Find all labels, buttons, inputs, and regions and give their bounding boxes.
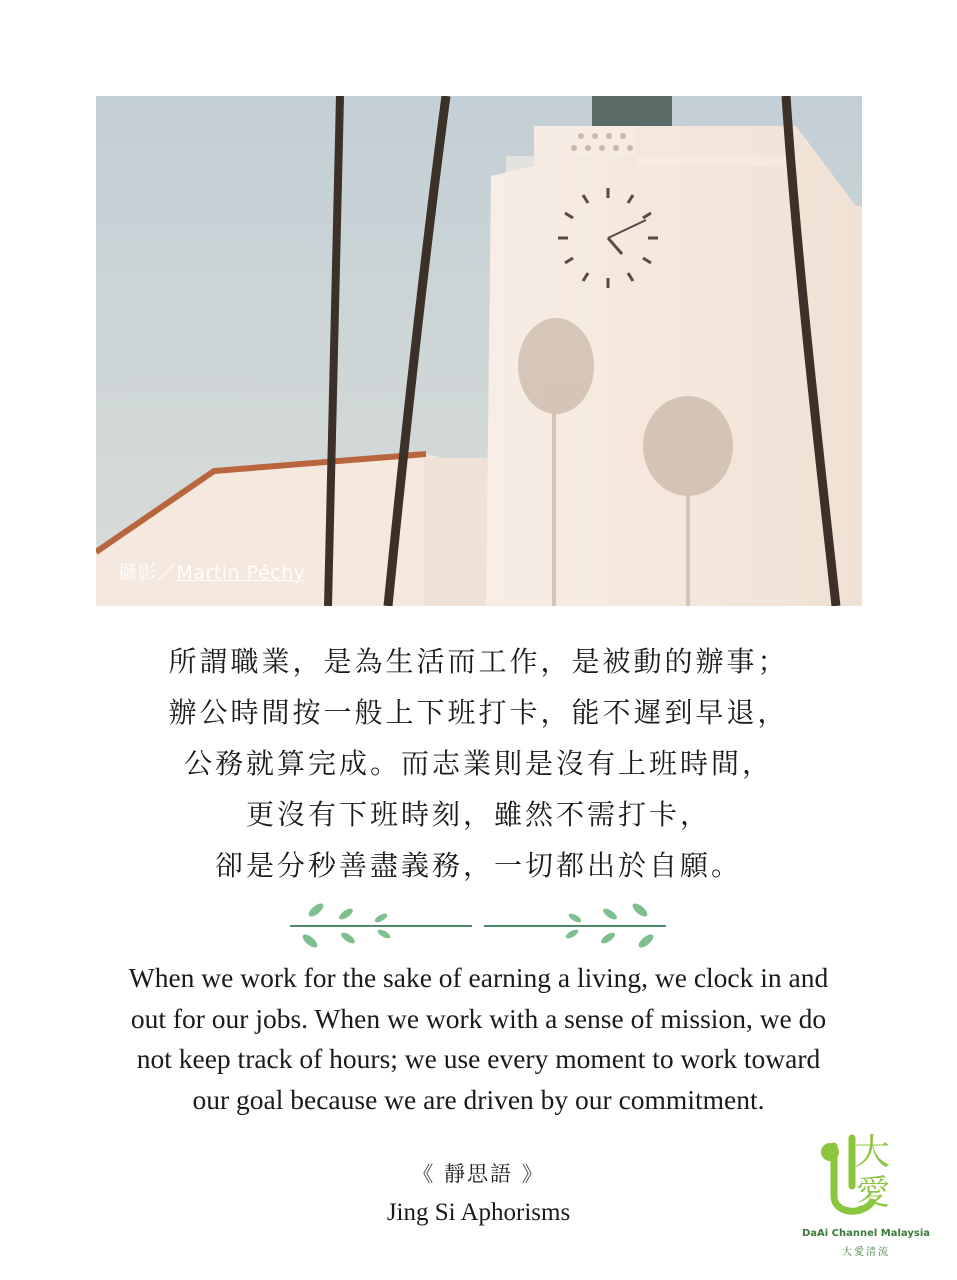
photo-credit-prefix: 攝影／ [118,562,177,584]
quote-english [60,958,897,1120]
logo-mark-text: 大 [854,1132,891,1173]
quote-zh-line: 公務就算完成。而志業則是沒有上班時間， [183,747,773,780]
logo-caption-english: DaAi Channel Malaysia [801,1228,931,1239]
quote-en-line: not keep track of hours; we use every moment to work toward [136,1043,821,1074]
photo-credit [118,558,305,585]
hero-photo [96,96,862,606]
leaf-branch-divider-icon [286,896,670,954]
quote-chinese [60,636,897,891]
svg-text:愛: 愛 [856,1173,890,1213]
daai-logo-icon [812,1116,922,1264]
quote-en-line: out for our jobs. When we work with a sense of mission, we do [130,1002,827,1034]
quote-zh-line: 卻是分秒善盡義務，一切都出於自願。 [214,849,742,882]
photo-credit-link[interactable]: Martin Péchy [176,562,306,584]
source-title-english: Jing Si Aphorisms [386,1199,571,1226]
source-title-chinese: 《 靜思語 》 [412,1162,545,1186]
quote-en-line: our goal because we are driven by our commitment. [192,1083,765,1115]
quote-zh-line: 所謂職業，是為生活而工作，是被動的辦事； [168,645,789,678]
quote-en-line: When we work for the sake of earning a living, we clock in and [128,962,829,993]
quote-zh-line: 辦公時間按一般上下班打卡，能不遲到早退， [168,696,789,729]
logo-caption-chinese: 大愛清流 [842,1247,890,1258]
quote-zh-line: 更沒有下班時刻，雖然不需打卡， [245,798,711,831]
